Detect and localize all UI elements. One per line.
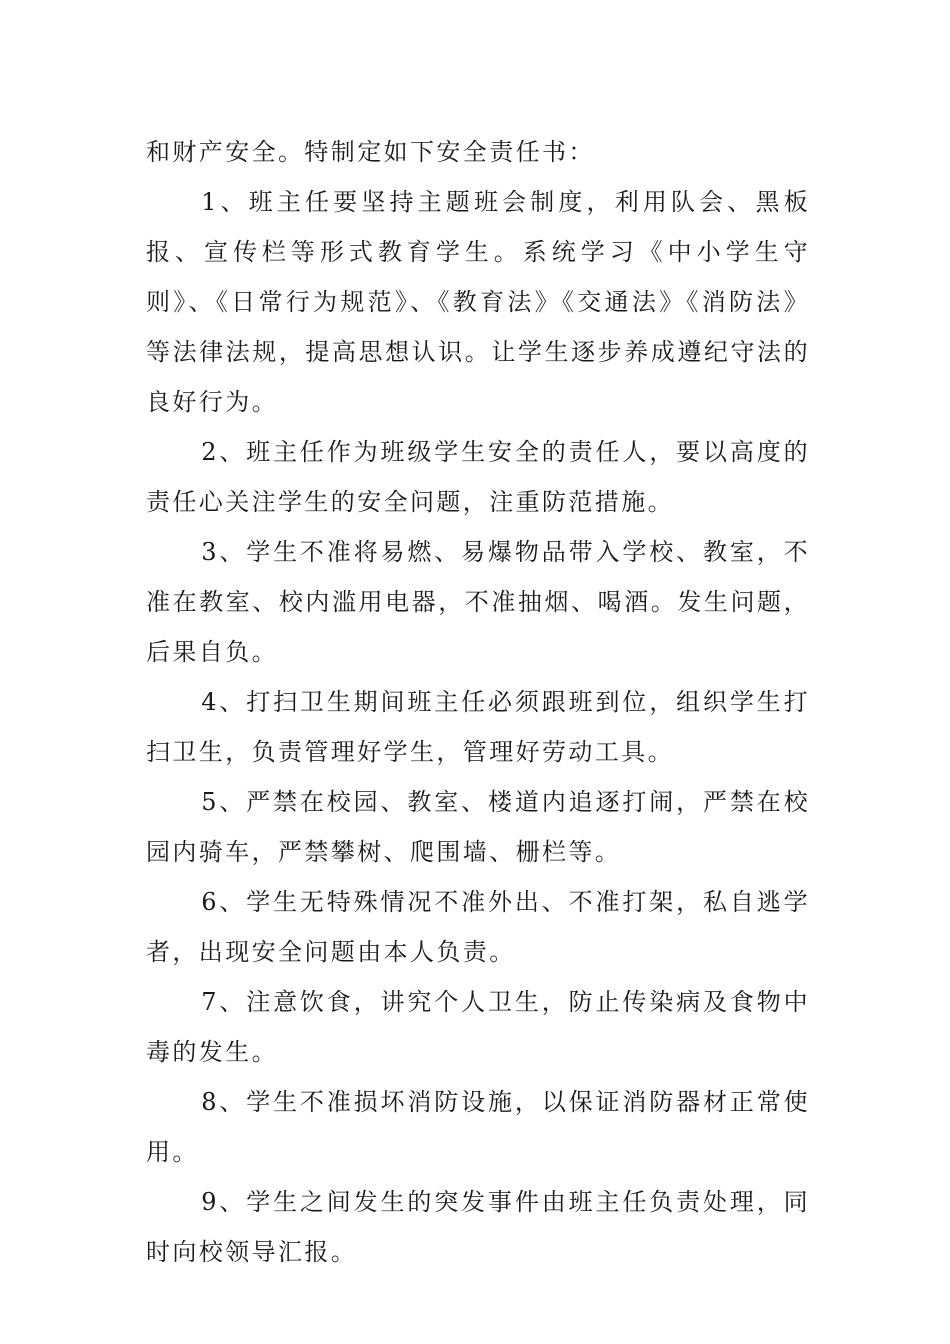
clause-6: 6、学生无特殊情况不准外出、不准打架，私自逃学者，出现安全问题由本人负责。 [146, 888, 810, 966]
clause-5: 5、严禁在校园、教室、楼道内追逐打闹，严禁在校园内骑车，严禁攀树、爬围墙、栅栏等。 [146, 788, 810, 866]
clause-2: 2、班主任作为班级学生安全的责任人，要以高度的责任心关注学生的安全问题，注重防范措施。 [146, 438, 810, 516]
document-body [146, 127, 810, 1277]
clause-1: 1、班主任要坚持主题班会制度，利用队会、黑板报、宣传栏等形式教育学生。系统学习《中小学生守则》、《日常行为规范》、《教育法》《交通法》《消防法》等法律法规，提高思想认识。让学生逐步养成遵纪守法的良好行为。 [146, 188, 810, 416]
clause-3: 3、学生不准将易燃、易爆物品带入学校、教室，不准在教室、校内滥用电器，不准抽烟、喝酒。发生问题，后果自负。 [146, 538, 810, 666]
clause-8: 8、学生不准损坏消防设施，以保证消防器材正常使用。 [146, 1088, 810, 1166]
lead-paragraph: 和财产安全。特制定如下安全责任书： [146, 138, 595, 166]
clause-4: 4、打扫卫生期间班主任必须跟班到位，组织学生打扫卫生，负责管理好学生，管理好劳动工具。 [146, 688, 810, 766]
clause-7: 7、注意饮食，讲究个人卫生，防止传染病及食物中毒的发生。 [146, 988, 810, 1066]
clause-9: 9、学生之间发生的突发事件由班主任负责处理，同时向校领导汇报。 [146, 1188, 810, 1266]
